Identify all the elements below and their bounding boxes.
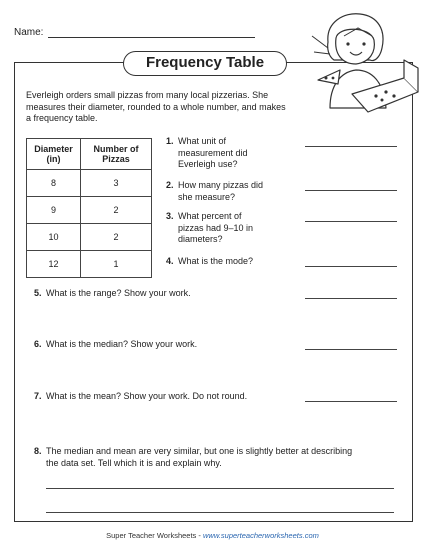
table-cell-diameter: 12: [27, 251, 81, 278]
question-text: What is the median? Show your work.: [46, 339, 198, 349]
footer: [0, 531, 425, 540]
question-number: 3.: [166, 211, 174, 221]
question-number: 6.: [34, 339, 42, 349]
question-text: The median and mean are very similar, but one is slightly better at describing the data set. Tell which it is and explain why.: [46, 446, 353, 468]
table-cell-diameter: 10: [27, 224, 81, 251]
girl-eating-pizza-illustration: [300, 8, 420, 118]
table-cell-diameter: 8: [27, 170, 81, 197]
table-row: [27, 170, 152, 197]
table-cell-count: 2: [80, 197, 151, 224]
question-text: What is the mode?: [178, 256, 254, 266]
intro-text: Everleigh orders small pizzas from many local pizzerias. She measures their diameter, rounded to a whole number, and makes a frequency table.: [26, 90, 286, 123]
table-row: [27, 197, 152, 224]
question-number: 1.: [166, 136, 174, 146]
question-text: What is the range? Show your work.: [46, 288, 191, 298]
question-number: 4.: [166, 256, 174, 266]
answer-line-7[interactable]: [305, 401, 397, 402]
question-number: 2.: [166, 180, 174, 190]
question-number: 5.: [34, 288, 42, 298]
answer-line-5[interactable]: [305, 298, 397, 299]
answer-line-4[interactable]: [305, 266, 397, 267]
footer-separator: -: [196, 531, 203, 540]
table-cell-count: 2: [80, 224, 151, 251]
question-text: What unit of measurement did Everleigh use?: [178, 136, 248, 169]
answer-line-1[interactable]: [305, 146, 397, 147]
table-cell-diameter: 9: [27, 197, 81, 224]
answer-line-8b[interactable]: [46, 512, 394, 513]
question-number: 7.: [34, 391, 42, 401]
footer-brand: Super Teacher Worksheets: [106, 531, 197, 540]
table-header-count: Number of Pizzas: [80, 139, 151, 170]
worksheet-title: Frequency Table: [123, 51, 287, 76]
question-text: What percent of pizzas had 9–10 in diameters?: [178, 211, 254, 244]
answer-line-2[interactable]: [305, 190, 397, 191]
answer-line-3[interactable]: [305, 221, 397, 222]
name-line[interactable]: [48, 37, 255, 38]
answer-line-6[interactable]: [305, 349, 397, 350]
question-text: What is the mean? Show your work. Do not round.: [46, 391, 248, 401]
question-number: 8.: [34, 446, 42, 456]
question-text: How many pizzas did she measure?: [178, 180, 264, 202]
table-row: [27, 251, 152, 278]
frequency-table: [26, 138, 152, 278]
table-cell-count: 3: [80, 170, 151, 197]
answer-line-8a[interactable]: [46, 488, 394, 489]
table-cell-count: 1: [80, 251, 151, 278]
table-header-diameter: Diameter (in): [27, 139, 81, 170]
table-row: [27, 224, 152, 251]
footer-url-link[interactable]: www.superteacherworksheets.com: [202, 531, 319, 540]
name-label: Name:: [14, 27, 44, 38]
